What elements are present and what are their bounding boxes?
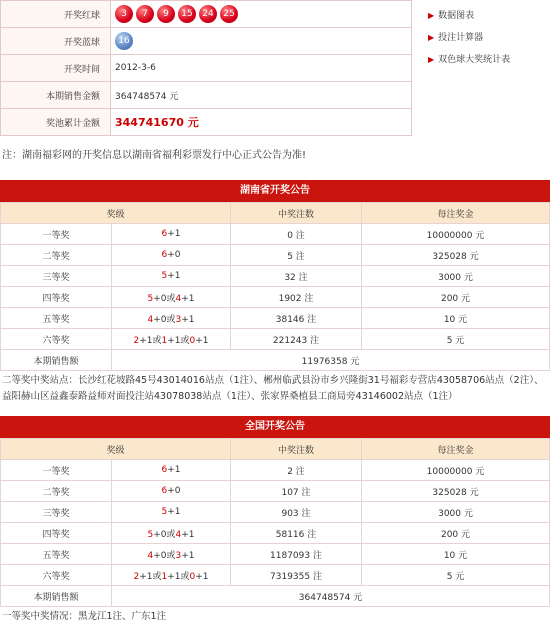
prize-amount: 5 元 <box>362 329 550 350</box>
condition-part: 6 <box>161 250 168 260</box>
prize-row <box>1 308 550 329</box>
prize-level: 五等奖 <box>1 544 112 565</box>
winner-count: 32 注 <box>231 266 362 287</box>
col-header-prize: 每注奖金 <box>362 439 550 460</box>
condition-part: 1 <box>161 571 168 582</box>
winner-count: 58116 注 <box>231 523 362 544</box>
prize-condition <box>112 481 231 502</box>
hunan-section <box>0 180 550 407</box>
prize-level: 二等奖 <box>1 245 112 266</box>
condition-part: +1 <box>167 271 181 281</box>
prize-condition <box>112 544 231 565</box>
prize-amount: 5 元 <box>362 565 550 586</box>
hunan-footnote: 二等奖中奖站点：长沙红花坡路45号43014016站点（1注）、郴州临武县汾市乡兴隆街31号福彩专营店43058706站点（2注）、益阳赫山区益鑫泰路益师对面投注站43078038站点（1注）、张家界桑植县工商局旁43146002站点（1注） <box>2 375 544 402</box>
prize-level: 五等奖 <box>1 308 112 329</box>
condition-part: 2 <box>133 571 140 582</box>
condition-part: +1 <box>167 229 181 239</box>
col-header-level: 奖级 <box>1 439 231 460</box>
condition-part: +1 <box>181 529 195 540</box>
prize-row <box>1 565 550 586</box>
prize-row <box>1 287 550 308</box>
condition-part: +1 <box>195 335 209 346</box>
condition-part: +1或 <box>167 335 190 346</box>
condition-part: 5 <box>161 271 168 281</box>
jackpot-value: 344741670 元 <box>115 116 199 129</box>
winner-count: 1187093 注 <box>231 544 362 565</box>
condition-part: 4 <box>175 529 182 540</box>
sales-row-value: 364748574 元 <box>112 586 550 607</box>
prize-condition <box>112 329 231 350</box>
prize-condition <box>112 266 231 287</box>
national-prize-table <box>0 438 550 607</box>
condition-part: +1或 <box>139 335 162 346</box>
col-header-prize: 每注奖金 <box>362 203 550 224</box>
prize-row <box>1 245 550 266</box>
condition-part: 4 <box>175 293 182 304</box>
condition-part: +1 <box>167 465 181 475</box>
condition-part: +1 <box>181 550 195 561</box>
red-balls <box>111 1 412 28</box>
prize-condition <box>112 308 231 329</box>
prize-condition <box>112 245 231 266</box>
prize-row <box>1 481 550 502</box>
link-calculator[interactable]: ▶ 投注计算器 <box>428 33 484 43</box>
col-header-count: 中奖注数 <box>231 203 362 224</box>
winner-count: 0 注 <box>231 224 362 245</box>
prize-amount: 10000000 元 <box>362 460 550 481</box>
disclaimer-note: 注：湖南福彩网的开奖信息以湖南省福利彩票发行中心正式公告为准! <box>2 150 307 161</box>
prize-level: 三等奖 <box>1 266 112 287</box>
sales-row-value: 11976358 元 <box>112 350 550 371</box>
condition-part: +0或 <box>153 529 176 540</box>
red-ball: 7 <box>136 5 154 23</box>
prize-level: 三等奖 <box>1 502 112 523</box>
condition-part: +1 <box>195 571 209 582</box>
col-header-count: 中奖注数 <box>231 439 362 460</box>
condition-part: +0 <box>167 486 181 496</box>
prize-level: 一等奖 <box>1 460 112 481</box>
condition-part: 1 <box>161 335 168 346</box>
prize-amount: 3000 元 <box>362 266 550 287</box>
prize-amount: 10000000 元 <box>362 224 550 245</box>
col-header-level: 奖级 <box>1 203 231 224</box>
side-links <box>428 8 510 74</box>
prize-amount: 200 元 <box>362 287 550 308</box>
red-ball: 9 <box>157 5 175 23</box>
sales-row-label: 本期销售额 <box>1 350 112 371</box>
sales-label: 本期销售金额 <box>1 82 111 109</box>
jackpot-label: 奖池累计金额 <box>1 109 111 136</box>
prize-row <box>1 224 550 245</box>
prize-condition <box>112 565 231 586</box>
condition-part: +0 <box>167 250 181 260</box>
red-ball: 15 <box>178 5 196 23</box>
blue-ball-label: 开奖蓝球 <box>1 28 111 55</box>
winner-count: 38146 注 <box>231 308 362 329</box>
draw-info-table <box>0 0 412 136</box>
sales-value: 364748574 元 <box>111 82 412 109</box>
prize-condition <box>112 224 231 245</box>
winner-count: 221243 注 <box>231 329 362 350</box>
condition-part: 5 <box>147 293 154 304</box>
condition-part: 5 <box>147 529 154 540</box>
prize-row <box>1 266 550 287</box>
condition-part: 3 <box>175 550 182 561</box>
prize-level: 二等奖 <box>1 481 112 502</box>
prize-row <box>1 523 550 544</box>
winner-count: 903 注 <box>231 502 362 523</box>
prize-row <box>1 544 550 565</box>
condition-part: +1 <box>181 293 195 304</box>
prize-amount: 10 元 <box>362 544 550 565</box>
condition-part: +1 <box>167 507 181 517</box>
hunan-prize-table <box>0 202 550 371</box>
prize-amount: 3000 元 <box>362 502 550 523</box>
condition-part: +0或 <box>153 550 176 561</box>
condition-part: +0或 <box>153 293 176 304</box>
prize-amount: 10 元 <box>362 308 550 329</box>
prize-level: 一等奖 <box>1 224 112 245</box>
prize-condition <box>112 287 231 308</box>
prize-condition <box>112 460 231 481</box>
condition-part: +1 <box>181 314 195 325</box>
national-title: 全国开奖公告 <box>0 416 550 438</box>
national-section <box>0 416 550 627</box>
condition-part: +1或 <box>167 571 190 582</box>
condition-part: 6 <box>161 465 168 475</box>
prize-row <box>1 329 550 350</box>
link-jackpot-stats[interactable]: ▶ 双色球大奖统计表 <box>428 55 511 65</box>
winner-count: 1902 注 <box>231 287 362 308</box>
sales-row-label: 本期销售额 <box>1 586 112 607</box>
prize-amount: 325028 元 <box>362 245 550 266</box>
winner-count: 7319355 注 <box>231 565 362 586</box>
condition-part: 4 <box>147 550 154 561</box>
triangle-right-icon: ▶ <box>428 33 435 42</box>
link-data-chart[interactable]: ▶ 数据图表 <box>428 11 475 21</box>
hunan-title: 湖南省开奖公告 <box>0 180 550 202</box>
prize-amount: 325028 元 <box>362 481 550 502</box>
winner-count: 2 注 <box>231 460 362 481</box>
prize-amount: 200 元 <box>362 523 550 544</box>
red-ball: 3 <box>115 5 133 23</box>
national-footnote: 一等奖中奖情况：黑龙江1注、广东1注 <box>2 611 167 622</box>
condition-part: 4 <box>147 314 154 325</box>
winner-count: 5 注 <box>231 245 362 266</box>
blue-ball: 16 <box>115 32 133 50</box>
triangle-right-icon: ▶ <box>428 11 435 20</box>
triangle-right-icon: ▶ <box>428 55 435 64</box>
condition-part: 3 <box>175 314 182 325</box>
draw-time-value: 2012-3-6 <box>111 55 412 82</box>
prize-row <box>1 502 550 523</box>
condition-part: +0或 <box>153 314 176 325</box>
winner-count: 107 注 <box>231 481 362 502</box>
prize-level: 四等奖 <box>1 523 112 544</box>
condition-part: 2 <box>133 335 140 346</box>
red-ball: 24 <box>199 5 217 23</box>
condition-part: 6 <box>161 229 168 239</box>
prize-level: 六等奖 <box>1 329 112 350</box>
condition-part: 5 <box>161 507 168 517</box>
condition-part: 0 <box>189 571 196 582</box>
prize-level: 六等奖 <box>1 565 112 586</box>
prize-level: 四等奖 <box>1 287 112 308</box>
draw-time-label: 开奖时间 <box>1 55 111 82</box>
condition-part: 6 <box>161 486 168 496</box>
prize-condition <box>112 502 231 523</box>
red-ball-label: 开奖红球 <box>1 1 111 28</box>
prize-row <box>1 460 550 481</box>
prize-condition <box>112 523 231 544</box>
condition-part: +1或 <box>139 571 162 582</box>
condition-part: 0 <box>189 335 196 346</box>
red-ball: 25 <box>220 5 238 23</box>
